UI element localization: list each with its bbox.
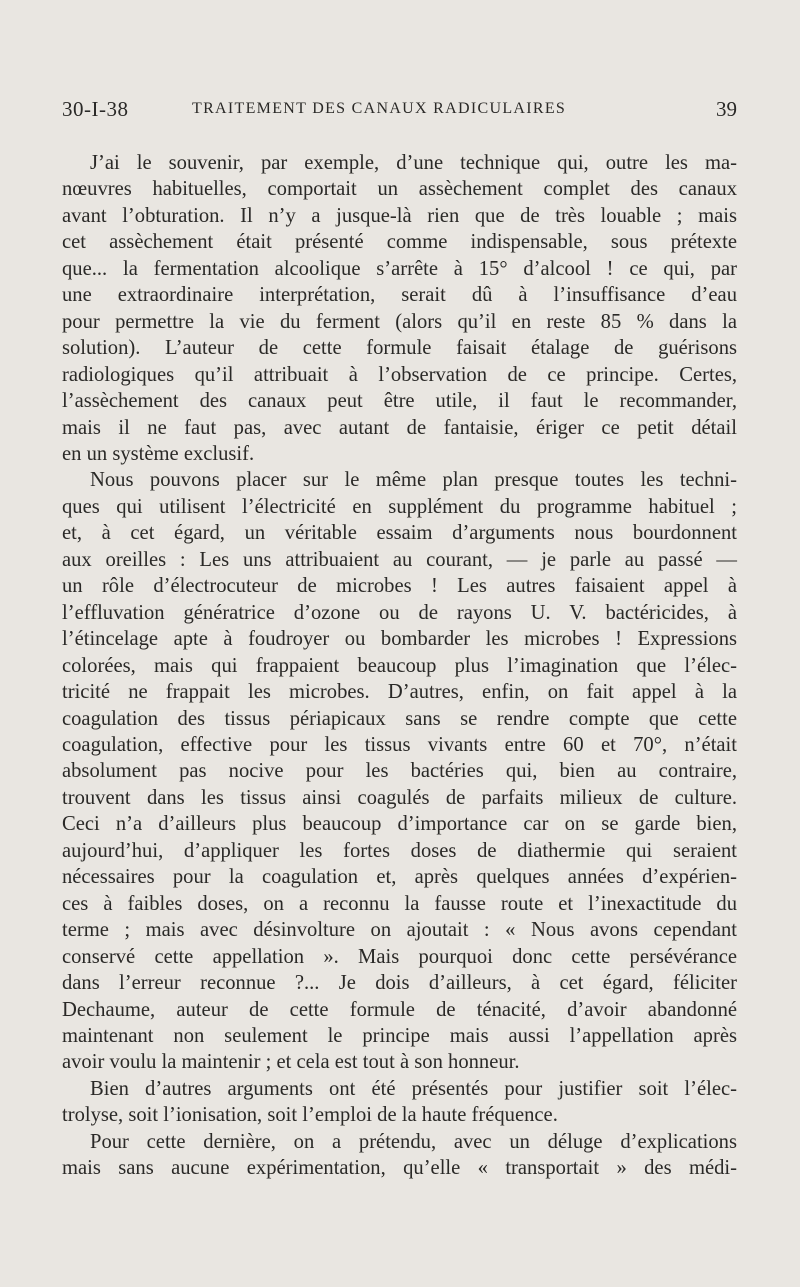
- text-line: nœuvres habituelles, comportait un assèchement complet des canaux: [62, 178, 737, 201]
- text-line: cet assèchement était présenté comme indispensable, sous prétexte: [62, 231, 737, 254]
- text-line: aux oreilles : Les uns attribuaient au courant, — je parle au passé —: [62, 548, 737, 571]
- text-line: tricité ne frappait les microbes. D’autres, enfin, on fait appel à la: [62, 681, 737, 704]
- text-line: avant l’obturation. Il n’y a jusque-là rien que de très louable ; mais: [62, 204, 737, 227]
- text-line: aujourd’hui, d’appliquer les fortes doses de diathermie qui seraient: [62, 839, 737, 862]
- text-line: maintenant non seulement le principe mais aussi l’appellation après: [62, 1024, 737, 1047]
- text-line: J’ai le souvenir, par exemple, d’une technique qui, outre les ma-: [90, 152, 737, 174]
- section-reference: 30-I-38: [62, 97, 129, 121]
- text-line: Bien d’autres arguments ont été présentés pour justifier soit l’élec-: [90, 1077, 737, 1100]
- text-line: mais il ne faut pas, avec autant de fantaisie, ériger ce petit détail: [62, 416, 737, 439]
- text-line: un rôle d’électrocuteur de microbes ! Les autres faisaient appel à: [62, 575, 737, 598]
- text-line: Nous pouvons placer sur le même plan presque toutes les techni-: [90, 469, 737, 492]
- running-header: [62, 97, 737, 127]
- text-line: terme ; mais avec désinvolture on ajoutait : « Nous avons cependant: [62, 919, 737, 942]
- text-line: colorées, mais qui frappaient beaucoup plus l’imagination que l’élec-: [62, 654, 737, 677]
- text-line: trolyse, soit l’ionisation, soit l’emploi de la haute fréquence.: [62, 1104, 558, 1127]
- text-line: pour permettre la vie du ferment (alors qu’il en reste 85 % dans la: [62, 310, 737, 333]
- text-line: absolument pas nocive pour les bactéries qui, bien au contraire,: [62, 760, 737, 783]
- text-line: ques qui utilisent l’électricité en supplément du programme habituel ;: [62, 495, 737, 518]
- text-line: nécessaires pour la coagulation et, après quelques années d’expérien-: [62, 866, 737, 889]
- text-line: coagulation des tissus périapicaux sans se rendre compte que cette: [62, 707, 737, 730]
- text-line: radiologiques qu’il attribuait à l’observation de ce principe. Certes,: [62, 363, 737, 386]
- page-number: 39: [716, 97, 737, 121]
- text-line: conservé cette appellation ». Mais pourquoi donc cette persévérance: [62, 945, 737, 968]
- text-line: en un système exclusif.: [62, 442, 255, 465]
- text-line: une extraordinaire interprétation, serait dû à l’insuffisance d’eau: [62, 284, 737, 307]
- text-line: dans l’erreur reconnue ?... Je dois d’ailleurs, à cet égard, féliciter: [62, 972, 737, 995]
- running-title: TRAITEMENT DES CANAUX RADICULAIRES: [192, 100, 567, 117]
- text-line: l’étincelage apte à foudroyer ou bombarder les microbes ! Expressions: [62, 628, 737, 651]
- text-line: trouvent dans les tissus ainsi coagulés de parfaits milieux de culture.: [62, 786, 737, 809]
- text-line: Pour cette dernière, on a prétendu, avec un déluge d’explications: [90, 1130, 737, 1153]
- body-text: [62, 150, 737, 1182]
- text-line: l’assèchement des canaux peut être utile, il faut le recommander,: [62, 390, 737, 413]
- text-line: coagulation, effective pour les tissus vivants entre 60 et 70°, n’était: [62, 733, 737, 756]
- text-line: l’effluvation génératrice d’ozone ou de rayons U. V. bactéricides, à: [62, 601, 737, 624]
- text-line: mais sans aucune expérimentation, qu’elle « transportait » des médi-: [62, 1157, 737, 1180]
- text-line: et, à cet égard, un véritable essaim d’arguments nous bourdonnent: [62, 522, 737, 545]
- text-line: avoir voulu la maintenir ; et cela est tout à son honneur.: [62, 1051, 520, 1074]
- text-line: Dechaume, auteur de cette formule de ténacité, d’avoir abandonné: [62, 998, 737, 1021]
- text-line: ces à faibles doses, on a reconnu la fausse route et l’inexactitude du: [62, 892, 737, 915]
- text-line: que... la fermentation alcoolique s’arrête à 15° d’alcool ! ce qui, par: [62, 257, 737, 280]
- text-line: Ceci n’a d’ailleurs plus beaucoup d’importance car on se garde bien,: [62, 813, 737, 836]
- text-line: solution). L’auteur de cette formule faisait étalage de guérisons: [62, 337, 737, 360]
